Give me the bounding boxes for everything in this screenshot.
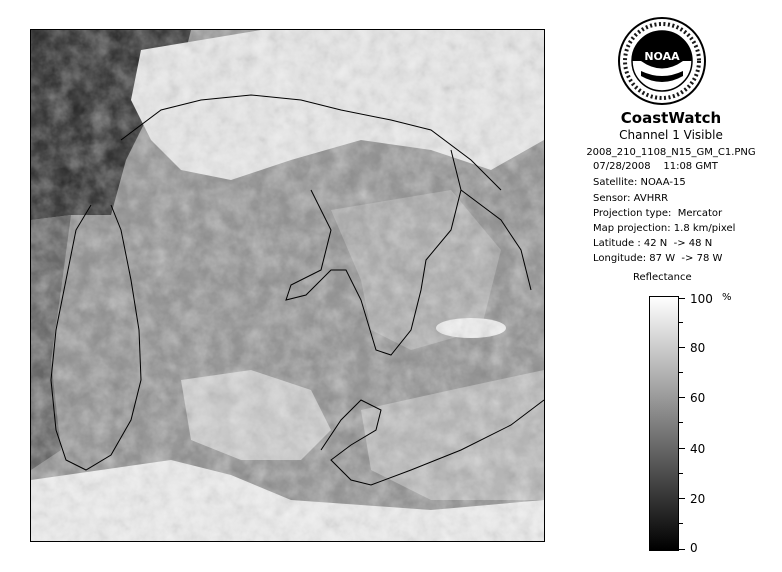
latitude-label: Latitude : 42 N -> 48 N	[593, 238, 713, 249]
scale-unit: %	[722, 292, 732, 303]
tick-40	[679, 448, 685, 449]
map-svg	[31, 30, 544, 541]
tick-label-20: 20	[690, 492, 706, 506]
cloud-texture	[31, 30, 544, 541]
logo-noaa-text: NOAA	[644, 50, 680, 63]
tick-label-40: 40	[690, 442, 706, 456]
date-label: 07/28/2008 11:08 GMT	[593, 161, 718, 172]
tick-100	[679, 298, 685, 299]
longitude-label: Longitude: 87 W -> 78 W	[593, 253, 723, 264]
projection-type-label: Projection type: Mercator	[593, 208, 723, 219]
tick-60	[679, 397, 685, 398]
app-title: CoastWatch	[620, 109, 722, 127]
sensor-label: Sensor: AVHRR	[593, 193, 669, 204]
tick-label-80: 80	[690, 341, 706, 355]
tick-label-0: 0	[690, 541, 698, 555]
tick-label-100: 100	[690, 292, 713, 306]
tick-minor	[679, 372, 683, 373]
filename-label: 2008_210_1108_N15_GM_C1.PNG	[586, 147, 756, 158]
reflectance-colorbar	[649, 296, 679, 551]
satellite-label: Satellite: NOAA-15	[593, 177, 686, 188]
tick-20	[679, 498, 685, 499]
tick-minor	[679, 422, 683, 423]
satellite-map	[30, 29, 545, 542]
map-projection-label: Map projection: 1.8 km/pixel	[593, 223, 736, 234]
tick-minor	[679, 322, 683, 323]
channel-label: Channel 1 Visible	[619, 128, 723, 142]
tick-minor	[679, 523, 683, 524]
tick-minor	[679, 473, 683, 474]
noaa-logo-svg	[617, 16, 707, 106]
tick-80	[679, 347, 685, 348]
tick-label-60: 60	[690, 391, 706, 405]
tick-0	[679, 549, 685, 550]
scale-title: Reflectance	[633, 272, 692, 283]
noaa-logo	[617, 16, 707, 106]
